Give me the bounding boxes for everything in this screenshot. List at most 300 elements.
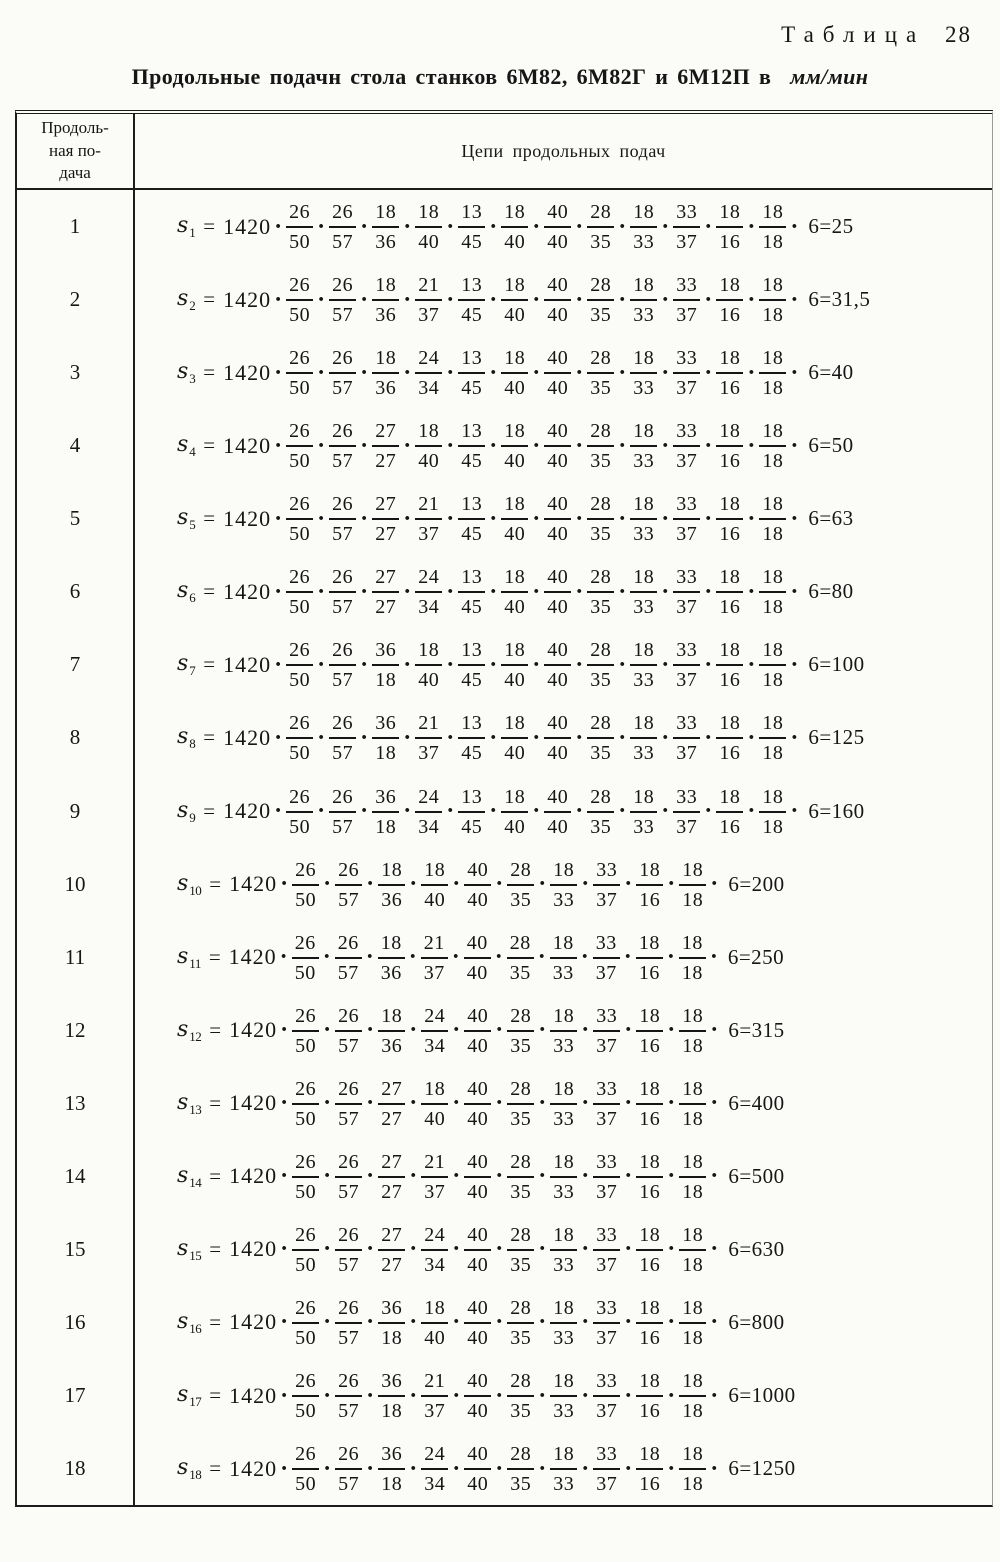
gear-ratio-fraction [329,493,356,544]
feed-table [15,110,993,1507]
fraction-denominator: 45 [461,815,483,838]
fraction-numerator: 28 [507,1297,534,1324]
gear-ratio-fraction [372,712,399,763]
fraction-denominator: 35 [590,304,612,327]
fraction-numerator: 40 [544,712,571,739]
table-caption-word: Таблица [781,22,926,47]
fraction-denominator: 40 [467,1400,489,1423]
gear-ratio-fraction [458,347,485,398]
gear-ratio-fraction [286,420,313,471]
feed-chain-formula: $s_{12}$ = 1420 · $\frac{26}{50}$ · $\frac{26}{57}$ · $\frac{18}{36}$ · $\frac{24}{34}$ · $\frac{40}{40}$ · $\frac{28}{35}$ · $\frac{18}{33}$ · $\frac{33}{37}$ · $\frac{18}{16}$ · $\frac{18}{18}$ · 6=315 [177,1004,785,1057]
fraction-denominator: 16 [639,1107,661,1130]
fraction-denominator: 40 [467,1180,489,1203]
fraction-denominator: 35 [590,377,612,400]
feed-symbol: $s_{16}$ [177,1308,202,1336]
gear-ratio-fraction [636,859,663,910]
feed-result: 6=125 [808,725,865,750]
fraction-denominator: 57 [338,1034,360,1057]
equals-sign: = [203,433,216,458]
fraction-numerator: 18 [716,493,743,520]
fraction-denominator: 35 [590,669,612,692]
base-rpm-value: 1420 [229,871,278,897]
fraction-numerator: 40 [464,859,491,886]
fraction-numerator: 18 [550,1078,577,1105]
page-title-text: Продольные подачн стола станков 6М82, 6М82Г и 6М12П в [131,64,772,89]
fraction-numerator: 28 [507,1151,534,1178]
base-rpm-value: 1420 [229,1236,278,1262]
fraction-denominator: 35 [510,1180,532,1203]
fraction-denominator: 18 [682,1034,704,1057]
fraction-numerator: 18 [550,859,577,886]
fraction-denominator: 50 [295,1253,317,1276]
fraction-numerator: 28 [507,1224,534,1251]
fraction-numerator: 18 [636,1151,663,1178]
fraction-numerator: 40 [464,1224,491,1251]
row-number: 6 [17,555,135,628]
equals-sign: = [209,871,222,896]
feed-result: 6=40 [808,360,854,385]
gear-ratio-fraction [378,932,405,983]
feed-symbol: $s_4$ [177,432,196,460]
fraction-denominator: 16 [719,815,741,838]
gear-ratio-fraction [673,274,700,325]
gear-ratio-fraction [501,786,528,837]
fraction-denominator: 16 [719,669,741,692]
fraction-denominator: 40 [418,450,440,473]
gear-ratio-fraction [458,420,485,471]
fraction-denominator: 37 [676,815,698,838]
fraction-denominator: 40 [504,231,526,254]
fraction-numerator: 26 [329,712,356,739]
fraction-denominator: 33 [633,523,655,546]
feed-symbol: $s_3$ [177,359,196,387]
fraction-denominator: 27 [381,1107,403,1130]
fraction-denominator: 33 [633,742,655,765]
fraction-denominator: 50 [289,596,311,619]
gear-ratio-fraction [335,1224,362,1275]
gear-ratio-fraction [335,1078,362,1129]
gear-ratio-fraction [673,712,700,763]
fraction-denominator: 50 [289,450,311,473]
base-rpm-value: 1420 [223,724,272,750]
fraction-denominator: 50 [295,1473,317,1496]
fraction-denominator: 40 [418,669,440,692]
fraction-numerator: 26 [286,786,313,813]
fraction-denominator: 50 [289,742,311,765]
fraction-denominator: 33 [553,1400,575,1423]
fraction-denominator: 40 [467,1473,489,1496]
fraction-numerator: 26 [292,1443,319,1470]
gear-ratio-fraction [679,1224,706,1275]
fraction-denominator: 40 [467,1326,489,1349]
gear-ratio-fraction [550,1005,577,1056]
gear-ratio-fraction [286,493,313,544]
fraction-denominator: 18 [375,669,397,692]
fraction-denominator: 37 [676,304,698,327]
fraction-numerator: 36 [378,1443,405,1470]
fraction-denominator: 40 [547,815,569,838]
gear-ratio-fraction [716,274,743,325]
gear-ratio-fraction [378,1370,405,1421]
fraction-numerator: 18 [378,859,405,886]
fraction-denominator: 18 [375,815,397,838]
feed-symbol: $s_{14}$ [177,1162,202,1190]
gear-ratio-fraction [372,420,399,471]
fraction-numerator: 36 [378,1297,405,1324]
gear-ratio-fraction [378,1224,405,1275]
gear-ratio-fraction [716,712,743,763]
fraction-denominator: 40 [424,1107,446,1130]
gear-ratio-fraction [544,201,571,252]
gear-ratio-fraction [630,712,657,763]
gear-ratio-fraction [286,201,313,252]
column-header-feed-number [17,114,135,188]
fraction-denominator: 37 [418,523,440,546]
fraction-numerator: 18 [415,201,442,228]
gear-ratio-fraction [673,420,700,471]
fraction-numerator: 18 [636,1005,663,1032]
fraction-denominator: 50 [295,1326,317,1349]
fraction-denominator: 35 [509,961,531,984]
gear-ratio-fraction [329,639,356,690]
equals-sign: = [209,1090,222,1115]
fraction-numerator: 26 [329,201,356,228]
fraction-numerator: 26 [335,1370,362,1397]
table-row [17,336,992,409]
fraction-numerator: 26 [286,201,313,228]
gear-ratio-fraction [550,1370,577,1421]
fraction-numerator: 40 [464,1151,491,1178]
fraction-denominator: 27 [381,1180,403,1203]
fraction-denominator: 35 [590,231,612,254]
feed-symbol: $s_2$ [177,286,196,314]
page-title [0,64,1000,90]
fraction-denominator: 16 [639,1326,661,1349]
gear-ratio-fraction [464,1151,491,1202]
fraction-numerator: 33 [673,786,700,813]
gear-ratio-fraction [550,859,577,910]
fraction-denominator: 16 [719,377,741,400]
fraction-numerator: 40 [544,201,571,228]
table-row [17,1432,992,1505]
fraction-denominator: 37 [418,742,440,765]
fraction-denominator: 40 [466,961,488,984]
fraction-numerator: 18 [630,566,657,593]
gear-ratio-fraction [464,932,491,983]
fraction-denominator: 45 [461,523,483,546]
fraction-numerator: 21 [415,274,442,301]
fraction-denominator: 16 [719,304,741,327]
fraction-numerator: 18 [679,1151,706,1178]
fraction-numerator: 18 [630,712,657,739]
fraction-numerator: 26 [292,1151,319,1178]
gear-ratio-fraction [593,1005,620,1056]
row-number: 10 [17,848,135,921]
fraction-denominator: 33 [633,669,655,692]
fraction-denominator: 40 [504,669,526,692]
fraction-numerator: 21 [415,712,442,739]
gear-ratio-fraction [421,932,448,983]
fraction-numerator: 27 [372,493,399,520]
fraction-denominator: 57 [338,1326,360,1349]
fraction-denominator: 18 [762,523,784,546]
fraction-numerator: 24 [415,347,442,374]
fraction-numerator: 28 [507,859,534,886]
gear-ratio-fraction [415,786,442,837]
fraction-numerator: 18 [630,639,657,666]
base-rpm-value: 1420 [223,359,272,385]
gear-ratio-fraction [593,1443,620,1494]
fraction-numerator: 40 [464,1005,491,1032]
fraction-numerator: 26 [286,712,313,739]
fraction-denominator: 33 [553,1326,575,1349]
row-number: 8 [17,701,135,774]
fraction-denominator: 37 [596,1107,618,1130]
fraction-numerator: 18 [372,201,399,228]
fraction-numerator: 26 [286,493,313,520]
table-row [17,1286,992,1359]
fraction-numerator: 33 [593,1224,620,1251]
fraction-denominator: 50 [295,1180,317,1203]
fraction-numerator: 26 [292,1370,319,1397]
fraction-denominator: 35 [510,1473,532,1496]
gear-ratio-fraction [415,420,442,471]
gear-ratio-fraction [507,1078,534,1129]
fraction-denominator: 33 [553,888,575,911]
gear-ratio-fraction [759,347,786,398]
gear-ratio-fraction [292,1078,319,1129]
fraction-denominator: 33 [633,815,655,838]
feed-result: 6=315 [728,1017,785,1042]
fraction-denominator: 40 [504,304,526,327]
fraction-denominator: 57 [338,888,360,911]
fraction-numerator: 18 [501,566,528,593]
fraction-numerator: 27 [372,566,399,593]
fraction-numerator: 26 [292,1224,319,1251]
fraction-numerator: 18 [378,932,405,959]
gear-ratio-fraction [550,1078,577,1129]
table-caption [781,22,972,48]
gear-ratio-fraction [335,859,362,910]
fraction-numerator: 26 [292,1297,319,1324]
base-rpm-value: 1420 [229,1017,278,1043]
table-header-row [17,114,992,190]
fraction-denominator: 36 [375,304,397,327]
fraction-numerator: 33 [593,1370,620,1397]
fraction-numerator: 13 [458,493,485,520]
table-row [17,628,992,701]
fraction-denominator: 18 [681,961,703,984]
fraction-numerator: 28 [587,566,614,593]
fraction-numerator: 33 [673,274,700,301]
gear-ratio-fraction [415,712,442,763]
fraction-numerator: 26 [329,274,356,301]
fraction-numerator: 33 [673,420,700,447]
fraction-numerator: 33 [593,1443,620,1470]
fraction-numerator: 18 [679,1370,706,1397]
fraction-denominator: 34 [418,596,440,619]
fraction-denominator: 33 [552,961,574,984]
fraction-denominator: 18 [682,1400,704,1423]
fraction-denominator: 37 [596,1034,618,1057]
gear-ratio-fraction [544,493,571,544]
feed-result: 6=630 [728,1236,785,1261]
fraction-numerator: 26 [329,493,356,520]
fraction-denominator: 45 [461,742,483,765]
gear-ratio-fraction [593,1224,620,1275]
gear-ratio-fraction [501,274,528,325]
gear-ratio-fraction [636,1297,663,1348]
feed-chain-formula: $s_{17}$ = 1420 · $\frac{26}{50}$ · $\frac{26}{57}$ · $\frac{36}{18}$ · $\frac{21}{37}$ · $\frac{40}{40}$ · $\frac{28}{35}$ · $\frac{18}{33}$ · $\frac{33}{37}$ · $\frac{18}{16}$ · $\frac{18}{18}$ · 6=1000 [177,1370,796,1423]
fraction-numerator: 13 [458,347,485,374]
base-rpm-value: 1420 [223,505,272,531]
row-number: 9 [17,775,135,848]
fraction-denominator: 50 [289,669,311,692]
fraction-denominator: 18 [682,1473,704,1496]
fraction-numerator: 26 [335,932,362,959]
gear-ratio-fraction [716,420,743,471]
fraction-denominator: 27 [375,596,397,619]
feed-result: 6=400 [728,1090,785,1115]
fraction-denominator: 50 [289,231,311,254]
fraction-denominator: 57 [332,450,354,473]
gear-ratio-fraction [372,639,399,690]
feed-chain-formula: $s_4$ = 1420 · $\frac{26}{50}$ · $\frac{26}{57}$ · $\frac{27}{27}$ · $\frac{18}{40}$ · $\frac{13}{45}$ · $\frac{18}{40}$ · $\frac{40}{40}$ · $\frac{28}{35}$ · $\frac{18}{33}$ · $\frac{33}{37}$ · $\frac{18}{16}$ · $\frac{18}{18}$ · 6=50 [177,420,854,473]
fraction-denominator: 16 [719,523,741,546]
gear-ratio-fraction [292,859,319,910]
fraction-denominator: 40 [467,888,489,911]
fraction-denominator: 16 [719,231,741,254]
gear-ratio-fraction [587,274,614,325]
fraction-numerator: 18 [636,1224,663,1251]
row-number: 16 [17,1286,135,1359]
fraction-denominator: 45 [461,231,483,254]
fraction-denominator: 35 [510,1034,532,1057]
gear-ratio-fraction [759,712,786,763]
gear-ratio-fraction [421,1370,448,1421]
fraction-numerator: 13 [458,712,485,739]
fraction-numerator: 36 [372,712,399,739]
fraction-numerator: 26 [329,566,356,593]
fraction-numerator: 18 [501,274,528,301]
fraction-denominator: 50 [295,1400,317,1423]
fraction-denominator: 40 [467,1253,489,1276]
fraction-numerator: 26 [292,859,319,886]
fraction-denominator: 37 [418,304,440,327]
row-number: 4 [17,409,135,482]
gear-ratio-fraction [679,1297,706,1348]
fraction-numerator: 24 [421,1224,448,1251]
fraction-denominator: 35 [510,1107,532,1130]
fraction-numerator: 18 [501,347,528,374]
fraction-numerator: 26 [335,1005,362,1032]
fraction-numerator: 18 [679,1005,706,1032]
gear-ratio-fraction [673,786,700,837]
fraction-numerator: 26 [292,932,319,959]
fraction-denominator: 57 [338,1180,360,1203]
equals-sign: = [203,652,216,677]
fraction-denominator: 37 [424,1400,446,1423]
gear-ratio-fraction [464,1224,491,1275]
fraction-numerator: 13 [458,786,485,813]
fraction-denominator: 50 [289,377,311,400]
fraction-numerator: 18 [716,274,743,301]
fraction-numerator: 36 [372,639,399,666]
fraction-numerator: 40 [544,347,571,374]
gear-ratio-fraction [372,786,399,837]
row-number: 1 [17,190,135,263]
fraction-denominator: 37 [676,523,698,546]
fraction-denominator: 40 [504,596,526,619]
fraction-denominator: 33 [553,1034,575,1057]
gear-ratio-fraction [716,786,743,837]
gear-ratio-fraction [587,639,614,690]
fraction-numerator: 33 [673,639,700,666]
gear-ratio-fraction [593,1151,620,1202]
fraction-numerator: 18 [716,786,743,813]
fraction-numerator: 26 [329,420,356,447]
gear-ratio-fraction [507,932,534,983]
fraction-denominator: 37 [596,1326,618,1349]
row-number: 3 [17,336,135,409]
fraction-denominator: 57 [337,961,359,984]
fraction-denominator: 18 [762,742,784,765]
table-row [17,848,992,921]
fraction-numerator: 24 [415,566,442,593]
fraction-numerator: 36 [378,1370,405,1397]
gear-ratio-fraction [329,347,356,398]
fraction-numerator: 26 [286,639,313,666]
fraction-denominator: 18 [682,1253,704,1276]
fraction-denominator: 33 [633,304,655,327]
fraction-numerator: 26 [286,566,313,593]
fraction-numerator: 33 [673,347,700,374]
gear-ratio-fraction [630,420,657,471]
feed-chain-formula: $s_5$ = 1420 · $\frac{26}{50}$ · $\frac{26}{57}$ · $\frac{27}{27}$ · $\frac{21}{37}$ · $\frac{13}{45}$ · $\frac{18}{40}$ · $\frac{40}{40}$ · $\frac{28}{35}$ · $\frac{18}{33}$ · $\frac{33}{37}$ · $\frac{18}{16}$ · $\frac{18}{18}$ · 6=63 [177,493,854,546]
table-row [17,775,992,848]
gear-ratio-fraction [587,201,614,252]
fraction-denominator: 40 [504,377,526,400]
fraction-numerator: 33 [673,712,700,739]
fraction-numerator: 18 [716,639,743,666]
fraction-denominator: 40 [547,231,569,254]
gear-ratio-fraction [378,1297,405,1348]
gear-ratio-fraction [759,566,786,617]
fraction-denominator: 34 [424,1253,446,1276]
gear-ratio-fraction [507,1224,534,1275]
gear-ratio-fraction [286,566,313,617]
gear-ratio-fraction [593,1370,620,1421]
fraction-numerator: 13 [458,566,485,593]
fraction-numerator: 21 [421,1151,448,1178]
gear-ratio-fraction [679,859,706,910]
fraction-denominator: 40 [547,596,569,619]
equals-sign: = [203,798,216,823]
fraction-denominator: 40 [547,742,569,765]
gear-ratio-fraction [329,274,356,325]
fraction-numerator: 26 [329,639,356,666]
gear-ratio-fraction [286,347,313,398]
gear-ratio-fraction [415,201,442,252]
gear-ratio-fraction [544,566,571,617]
fraction-numerator: 33 [673,566,700,593]
row-number: 11 [17,921,135,994]
gear-ratio-fraction [679,1078,706,1129]
fraction-numerator: 26 [335,1297,362,1324]
fraction-numerator: 18 [550,1297,577,1324]
fraction-denominator: 40 [467,1107,489,1130]
gear-ratio-fraction [458,274,485,325]
